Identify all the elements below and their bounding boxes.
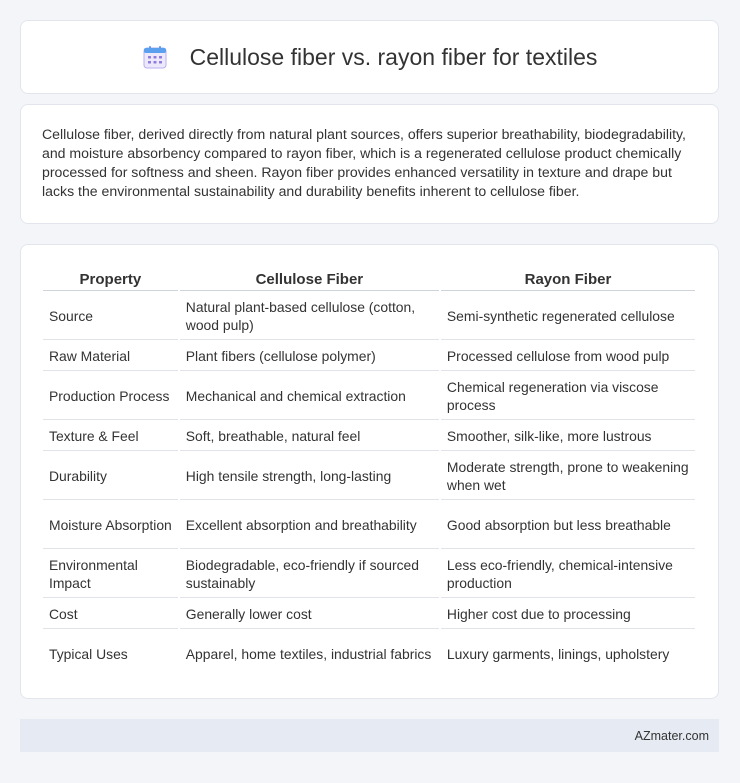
- summary-card: [20, 104, 719, 224]
- rayon-cell: Semi-synthetic regenerated cellulose: [441, 291, 695, 340]
- header-cellulose-fiber: Cellulose Fiber: [180, 264, 439, 291]
- cellulose-cell: Mechanical and chemical extraction: [180, 371, 439, 420]
- calendar-icon: [142, 44, 168, 70]
- header-property: Property: [43, 264, 178, 291]
- rayon-cell: Less eco-friendly, chemical-intensive production: [441, 549, 695, 598]
- cellulose-cell: Plant fibers (cellulose polymer): [180, 340, 439, 371]
- rayon-cell: Processed cellulose from wood pulp: [441, 340, 695, 371]
- property-cell: Source: [43, 291, 178, 340]
- table-row: [43, 598, 695, 629]
- cellulose-cell: Generally lower cost: [180, 598, 439, 629]
- comparison-table: [41, 264, 697, 678]
- table-row: [43, 629, 695, 678]
- cellulose-cell: Soft, breathable, natural feel: [180, 420, 439, 451]
- footer-site-link[interactable]: AZmater.com: [634, 728, 709, 743]
- cellulose-cell: Excellent absorption and breathability: [180, 500, 439, 549]
- cellulose-cell: Natural plant-based cellulose (cotton, wood pulp): [180, 291, 439, 340]
- title-card: [20, 20, 719, 94]
- table-row: [43, 291, 695, 340]
- table-row: [43, 451, 695, 500]
- rayon-cell: Luxury garments, linings, upholstery: [446, 646, 670, 662]
- property-cell: Cost: [43, 598, 178, 629]
- table-row: [43, 340, 695, 371]
- comparison-table-card: [20, 244, 719, 699]
- header-rayon-fiber: Rayon Fiber: [441, 264, 695, 291]
- rayon-cell: Higher cost due to processing: [441, 598, 695, 629]
- summary-text: Cellulose fiber, derived directly from natural plant sources, offers superior breathability, biodegradability, and moisture absorbency compared to rayon fiber, which is a regenerated cellulose product chemically processed for softness and sheen. Rayon fiber provides enhanced versatility in texture and drape but lacks the environmental sustainability and durability benefits inherent to cellulose fiber.: [42, 126, 686, 199]
- property-cell: Environmental Impact: [43, 549, 178, 598]
- rayon-cell: Chemical regeneration via viscose process: [441, 371, 695, 420]
- property-cell: Production Process: [43, 371, 178, 420]
- property-cell: Durability: [43, 451, 178, 500]
- table-row: [43, 500, 695, 549]
- cellulose-cell: Apparel, home textiles, industrial fabrics: [185, 646, 432, 662]
- property-cell: Moisture Absorption: [43, 500, 178, 549]
- page-title: Cellulose fiber vs. rayon fiber for textiles: [189, 43, 598, 70]
- table-row: [43, 549, 695, 598]
- cellulose-cell: High tensile strength, long-lasting: [180, 451, 439, 500]
- rayon-cell: Moderate strength, prone to weakening when wet: [441, 451, 695, 500]
- table-header-row: [43, 264, 695, 291]
- rayon-cell: Good absorption but less breathable: [441, 500, 695, 549]
- cellulose-cell: Biodegradable, eco-friendly if sourced sustainably: [180, 549, 439, 598]
- table-row: [43, 420, 695, 451]
- table-row: [43, 371, 695, 420]
- rayon-cell: Smoother, silk-like, more lustrous: [441, 420, 695, 451]
- property-cell: Typical Uses: [49, 646, 128, 662]
- footer: [20, 719, 719, 752]
- property-cell: Raw Material: [43, 340, 178, 371]
- property-cell: Texture & Feel: [43, 420, 178, 451]
